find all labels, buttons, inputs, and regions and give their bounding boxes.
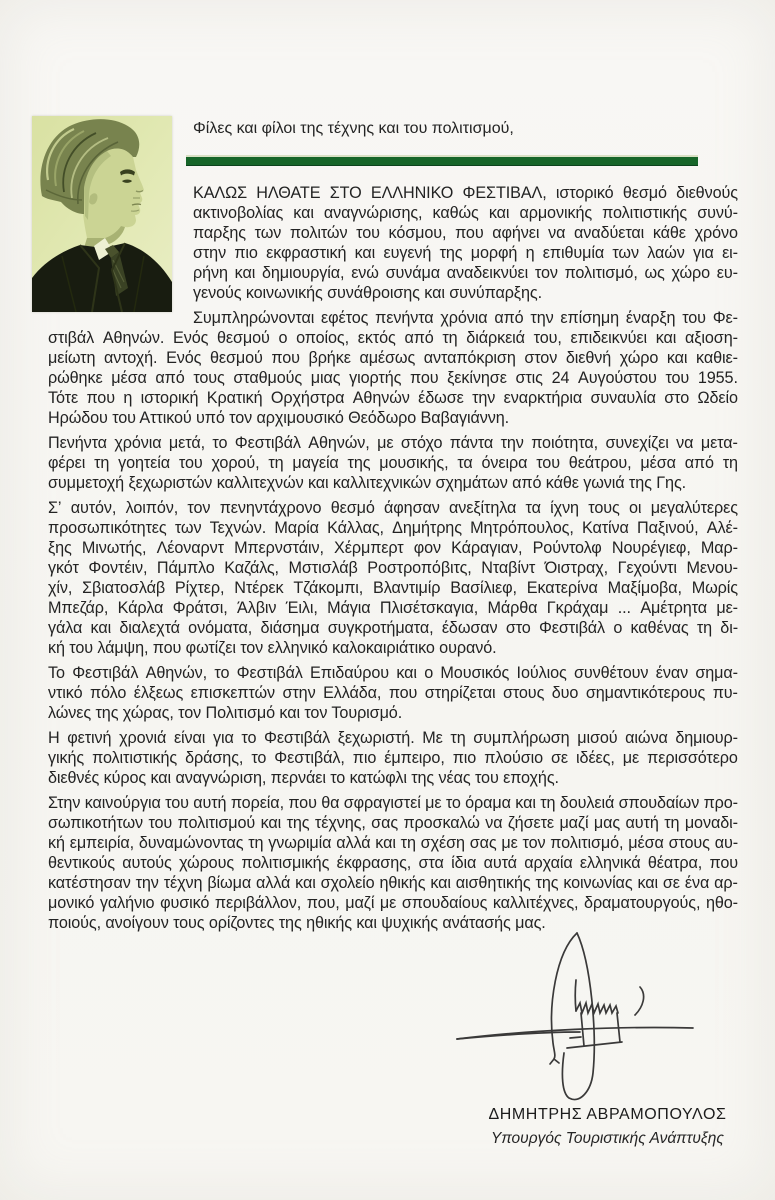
text-line: Ηρώδου του Αττικού υπό τον αρχιμουσικό Θεόδωρο Βαβαγιάννη.: [48, 409, 509, 427]
paragraph: [48, 498, 738, 658]
text-line: κή του λάμψη, που φωτίζει τον ελληνικό καλοκαιριάτικο ουρανό.: [48, 639, 497, 657]
paragraph: [48, 663, 738, 723]
greeting-line: Φίλες και φίλοι της τέχνης και του πολιτισμού,: [193, 120, 514, 137]
handwritten-signature: [450, 925, 700, 1113]
text-line: Μπεζάρ, Κάρλα Φράτσι, Άλβιν Έιλι, Μάγια Πλισέτσκαγια, Μάρθα Γκράχαμ ... Αμέτρητα με-: [48, 599, 738, 617]
signatory-title: Υπουργός Τουριστικής Ανάπτυξης: [491, 1130, 724, 1147]
text-line: στιβάλ Αθηνών. Ενός θεσμού ο οποίος, εκτός από τη διάρκειά του, επιδεικνύει και αξιοση-: [48, 329, 738, 347]
text-line: γενούς κοινωνικής συνάθροισης και συνύπαρξης.: [193, 284, 542, 302]
text-line: σωπικοτήτων του πολιτισμού και της τέχνης, σας προσκαλώ να ζήσετε μαζί μας αυτή τη μοναδι-: [48, 814, 738, 832]
paragraph: [48, 728, 738, 788]
text-line: ρώθηκε μέσα από τους σταθμούς μιας γιορτής που ξεκίνησε στις 24 Αυγούστου του 1955.: [48, 369, 738, 387]
paragraph: [48, 793, 738, 933]
text-line: ακτινοβολίας και αναγνώρισης, καθώς και αρμονικής πολιτιστικής συνύ-: [193, 204, 738, 222]
text-line: στην πιο εκφραστική και ευγενή της μορφή η επιθυμία των λαών για ει-: [193, 244, 738, 262]
text-line: χίν, Σβιατοσλάβ Ρίχτερ, Ντέρεκ Τζάκομπι, Βλαντιμίρ Βασίλιεφ, Εκατερίνα Μαξίμοβα, Μωρίς: [48, 579, 738, 597]
text-line: φέρει τη γοητεία του χορού, τη μαγεία της μουσικής, τα όνειρα του θεάτρου, μέσα από τη: [48, 454, 738, 472]
text-line: κή εμπειρία, δυναμώνοντας τη γνωριμία αλλά και τη σχέση σας με τον πολιτισμό, μέσα στους αυ-: [48, 834, 738, 852]
text-line: μονικό γαλήνιο φυσικό περιβάλλον, που, μαζί με σπουδαίους καλλιτέχνες, δραματουργούς, ηθο-: [48, 894, 738, 912]
text-line: θεντικούς αυτούς χώρους πολιτισμικής έκφρασης, στα ίδια αυτά αρχαία ελληνικά θέατρα, που: [48, 854, 738, 872]
signatory-block: [450, 1106, 765, 1148]
text-line: ποιούς, ανοίγουν τους ορίζοντες της ηθικής και ψυχικής ανάτασής μας.: [48, 914, 546, 932]
text-line: γικής πολιτιστικής δράσης, το Φεστιβάλ, πιο έμπειρο, πιο πλούσιο σε ιδέες, με περισσότερο: [48, 749, 738, 767]
text-line: μείωτη αντοχή. Ενός θεσμού που βρήκε αμέσως ανταπόκριση στον διεθνή χώρο και καθιε-: [48, 349, 738, 367]
text-line: γάλα και διαλεχτά ονόματα, διάσημα συγκροτήματα, έδωσαν στο Φεστιβάλ ο καθένας τη δι-: [48, 619, 738, 637]
text-line: κατέστησαν την τέχνη βίωμα αλλά και σχολείο ηθικής και αισθητικής της κοινωνίας και σε ένα αρ-: [48, 874, 738, 892]
paragraph: [48, 433, 738, 493]
text-line: γκότ Φοντέιν, Πάμπλο Καζάλς, Μστισλάβ Ροστροπόβιτς, Νταβίντ Όιστραχ, Γεχούντι Μενου-: [48, 559, 738, 577]
text-line: προσωπικότητες των Τεχνών. Μαρία Κάλλας, Δημήτρης Μητρόπουλος, Κατίνα Παξινού, Αλέ-: [48, 519, 738, 537]
text-line: ρήνη και δημιουργία, ενώ συνάμα αναδεικνύει τον πολιτισμό, ως χώρο ευ-: [193, 264, 738, 282]
letter-body: [48, 183, 738, 938]
text-line: Πενήντα χρόνια μετά, το Φεστιβάλ Αθηνών, με στόχο πάντα την ποιότητα, συνεχίζει να μετα-: [48, 434, 738, 452]
text-line: Σ’ αυτόν, λοιπόν, τον πενηντάχρονο θεσμό άφησαν ανεξίτηλα τα ίχνη τους οι μεγαλύτερες: [48, 499, 738, 517]
signatory-name: ΔΗΜΗΤΡΗΣ ΑΒΡΑΜΟΠΟΥΛΟΣ: [488, 1106, 727, 1123]
paragraph: [48, 308, 738, 428]
text-line: ξης Μινωτής, Λέοναρντ Μπερνστάιν, Χέρμπερτ φον Κάραγιαν, Ρούντολφ Νουρέγιεφ, Μαρ-: [48, 539, 738, 557]
signature-strokes: [450, 925, 700, 1113]
green-accent-bar: [186, 155, 698, 166]
text-line: Συμπληρώνονται εφέτος πενήντα χρόνια από την επίσημη έναρξη του Φε-: [193, 309, 738, 327]
text-line: Τότε που η ιστορική Κρατική Ορχήστρα Αθηνών έδωσε την εναρκτήρια συναυλία στο Ωδείο: [48, 389, 738, 407]
text-line: λώνες της χώρας, τον Πολιτισμό και τον Τουρισμό.: [48, 704, 403, 722]
text-line: ντικό πόλο έλξεως επισκεπτών στην Ελλάδα, που στηρίζεται στους δυο σημαντικότερους πυ-: [48, 684, 738, 702]
text-line: συμμετοχή ξεχωριστών καλλιτεχνών και καλλιτεχνικών σχημάτων από κάθε γωνιά της Γης.: [48, 474, 687, 492]
text-line: ΚΑΛΩΣ ΗΛΘΑΤΕ ΣΤΟ ΕΛΛΗΝΙΚΟ ΦΕΣΤΙΒΑΛ, ιστορικό θεσμό διεθνούς: [193, 184, 738, 202]
text-line: Η φετινή χρονιά είναι για το Φεστιβάλ ξεχωριστή. Με τη συμπλήρωση μισού αιώνα δημιουρ-: [48, 729, 738, 747]
text-line: διεθνές κύρος και αναγνώριση, περνάει το κατώφλι της νέας του εποχής.: [48, 769, 559, 787]
text-line: Το Φεστιβάλ Αθηνών, το Φεστιβάλ Επιδαύρου και ο Μουσικός Ιούλιος συνθέτουν έναν σημα-: [48, 664, 738, 682]
text-line: Στην καινούργια του αυτή πορεία, που θα σφραγιστεί με το όραμα και τη δουλειά σπουδαίων προ-: [48, 794, 738, 812]
text-line: παρξης των πολιτών του κόσμου, που αφήνει να αναδύεται κάθε χρόνο: [193, 224, 738, 242]
paragraph: [48, 183, 738, 303]
